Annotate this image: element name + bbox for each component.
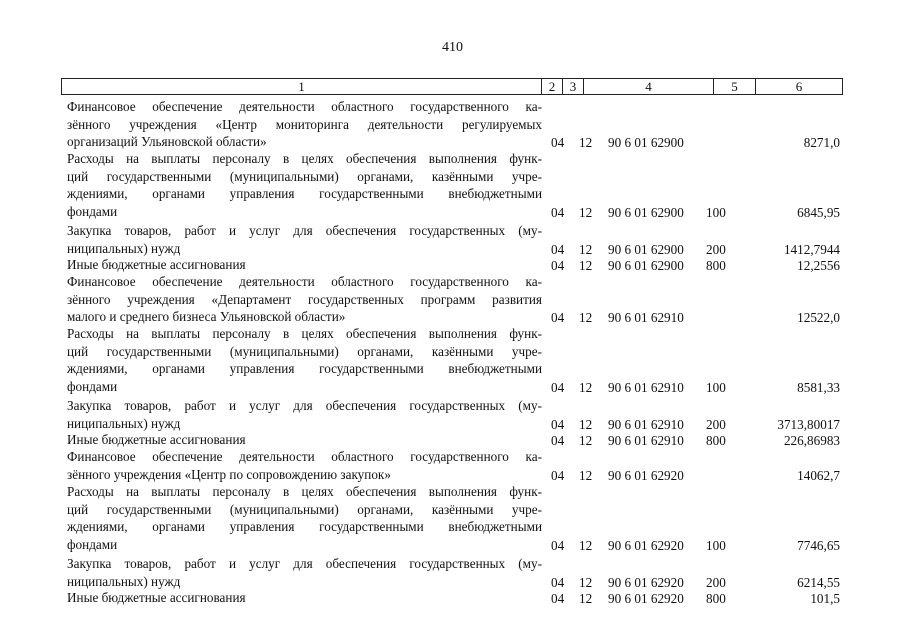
amount-value: 1412,7944 <box>783 241 840 257</box>
row-codes <box>0 309 905 326</box>
expense-type-code: 100 <box>706 537 726 553</box>
amount-value: 226,86983 <box>783 433 840 448</box>
description-line: Финансовое обеспечение деятельности областного государственного ка- <box>67 99 542 114</box>
row-codes <box>0 467 905 484</box>
amount-value: 8271,0 <box>803 135 840 150</box>
header-col-3: 3 <box>563 79 584 94</box>
target-article-code: 90 6 01 62900 <box>608 135 684 150</box>
amount-value: 8581,33 <box>797 379 840 395</box>
section-code: 04 <box>551 379 565 395</box>
target-article-code: 90 6 01 62920 <box>608 574 684 590</box>
description-line: Закупка товаров, работ и услуг для обеспечения государственных (му- <box>67 398 542 413</box>
target-article-code: 90 6 01 62900 <box>608 241 684 257</box>
expense-type-code: 800 <box>706 258 726 273</box>
subsection-code: 12 <box>579 467 593 483</box>
description-line: Закупка товаров, работ и услуг для обеспечения государственных (му- <box>67 223 542 238</box>
section-code: 04 <box>551 467 565 483</box>
description-line: ждениями, органами управления государственными внебюджетными <box>67 361 542 376</box>
expense-type-code: 100 <box>706 379 726 395</box>
target-article-code: 90 6 01 62920 <box>608 591 684 606</box>
header-col-6: 6 <box>795 79 803 94</box>
section-code: 04 <box>551 574 565 590</box>
row-codes <box>0 416 905 433</box>
amount-value: 3713,80017 <box>777 416 840 432</box>
amount-value: 6845,95 <box>797 204 840 220</box>
description-line: ций государственными (муниципальными) органами, казёнными учре- <box>67 343 542 359</box>
expense-type-code: 800 <box>706 433 726 448</box>
amount-value: 7746,65 <box>797 537 840 553</box>
section-code: 04 <box>551 591 565 606</box>
description-line: ниципальных) нужд <box>67 415 181 431</box>
description-line: ций государственными (муниципальными) органами, казёнными учре- <box>67 168 542 184</box>
description-line: фондами <box>67 378 118 394</box>
section-code: 04 <box>551 537 565 553</box>
target-article-code: 90 6 01 62900 <box>608 258 684 273</box>
description-line: зённого учреждения «Центр мониторинга деятельности регулируемых <box>67 116 542 132</box>
expense-type-code: 200 <box>706 574 726 590</box>
header-col-1: 1 <box>62 79 542 94</box>
section-code: 04 <box>551 135 565 150</box>
amount-value: 6214,55 <box>797 574 840 590</box>
target-article-code: 90 6 01 62920 <box>608 467 684 483</box>
amount-value: 12522,0 <box>797 310 840 325</box>
row-codes <box>0 241 905 258</box>
row-codes <box>0 590 905 607</box>
target-article-code: 90 6 01 62910 <box>608 379 684 395</box>
description-line: организаций Ульяновской области» <box>67 134 267 149</box>
description-line: Финансовое обеспечение деятельности областного государственного ка- <box>67 274 542 289</box>
row-codes <box>0 204 905 221</box>
header-col-5: 5 <box>714 79 756 94</box>
description-line: Расходы на выплаты персоналу в целях обеспечения выполнения функ- <box>67 484 542 499</box>
subsection-code: 12 <box>579 241 593 257</box>
description-line: зённого учреждения «Центр по сопровождению закупок» <box>67 466 391 482</box>
description-line: ций государственными (муниципальными) органами, казёнными учре- <box>67 501 542 517</box>
description-line: малого и среднего бизнеса Ульяновской области» <box>67 309 346 324</box>
subsection-code: 12 <box>579 379 593 395</box>
subsection-code: 12 <box>579 433 593 448</box>
section-code: 04 <box>551 241 565 257</box>
target-article-code: 90 6 01 62910 <box>608 433 684 448</box>
header-col-4: 4 <box>584 79 714 94</box>
description-line: Иные бюджетные ассигнования <box>67 590 246 605</box>
description-line: ниципальных) нужд <box>67 240 181 256</box>
description-line: фондами <box>67 536 118 552</box>
page-number: 410 <box>442 40 463 55</box>
section-code: 04 <box>551 310 565 325</box>
description-line: Иные бюджетные ассигнования <box>67 432 246 447</box>
row-codes <box>0 574 905 591</box>
target-article-code: 90 6 01 62920 <box>608 537 684 553</box>
description-line: Закупка товаров, работ и услуг для обеспечения государственных (му- <box>67 556 542 571</box>
row-codes <box>0 257 905 274</box>
row-codes <box>0 379 905 396</box>
target-article-code: 90 6 01 62900 <box>608 204 684 220</box>
subsection-code: 12 <box>579 258 593 273</box>
description-line: ждениями, органами управления государственными внебюджетными <box>67 519 542 534</box>
expense-type-code: 100 <box>706 204 726 220</box>
subsection-code: 12 <box>579 416 593 432</box>
subsection-code: 12 <box>579 591 593 606</box>
description-line: Иные бюджетные ассигнования <box>67 257 246 272</box>
row-codes <box>0 432 905 449</box>
amount-value: 12,2556 <box>797 258 840 273</box>
subsection-code: 12 <box>579 135 593 150</box>
description-line: фондами <box>67 203 118 219</box>
target-article-code: 90 6 01 62910 <box>608 310 684 325</box>
description-line: Финансовое обеспечение деятельности областного государственного ка- <box>67 449 542 464</box>
expense-type-code: 200 <box>706 416 726 432</box>
row-codes <box>0 537 905 554</box>
description-line: Расходы на выплаты персоналу в целях обеспечения выполнения функ- <box>67 326 542 341</box>
amount-value: 101,5 <box>810 591 840 606</box>
header-col-2: 2 <box>542 79 563 94</box>
description-line: зённого учреждения «Департамент государственных программ развития <box>67 291 542 307</box>
section-code: 04 <box>551 433 565 448</box>
target-article-code: 90 6 01 62910 <box>608 416 684 432</box>
expense-type-code: 200 <box>706 241 726 257</box>
description-line: ждениями, органами управления государственными внебюджетными <box>67 186 542 201</box>
section-code: 04 <box>551 204 565 220</box>
subsection-code: 12 <box>579 204 593 220</box>
amount-value: 14062,7 <box>797 467 840 483</box>
expense-type-code: 800 <box>706 591 726 606</box>
section-code: 04 <box>551 258 565 273</box>
section-code: 04 <box>551 416 565 432</box>
row-codes <box>0 134 905 151</box>
description-line: ниципальных) нужд <box>67 573 181 589</box>
subsection-code: 12 <box>579 310 593 325</box>
subsection-code: 12 <box>579 574 593 590</box>
table-header <box>61 78 843 95</box>
subsection-code: 12 <box>579 537 593 553</box>
description-line: Расходы на выплаты персоналу в целях обеспечения выполнения функ- <box>67 151 542 166</box>
